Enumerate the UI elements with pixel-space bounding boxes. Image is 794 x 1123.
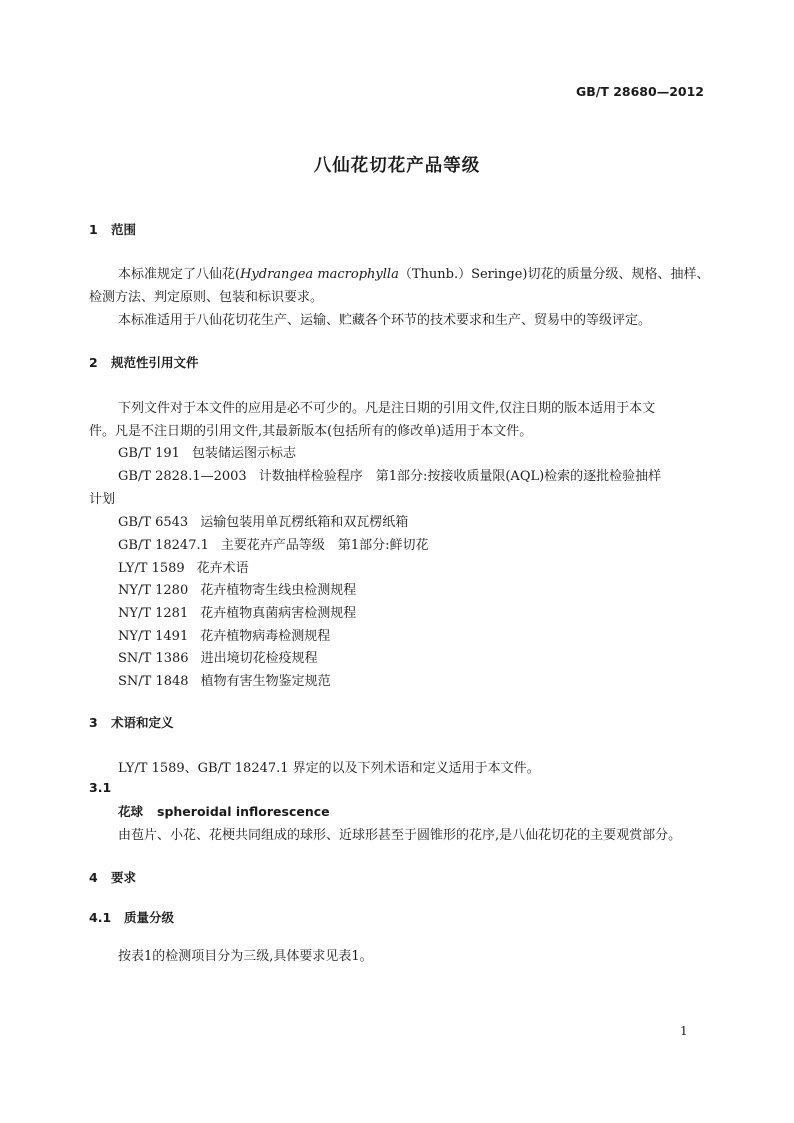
subsection-4-1-heading (89, 908, 174, 926)
section-4-heading (89, 868, 136, 886)
section-title: 范围 (111, 222, 137, 237)
section-1-heading (89, 220, 136, 238)
reference-title: 主要花卉产品等级 第1部分:鲜切花 (220, 538, 429, 553)
reference-item (118, 534, 429, 553)
reference-code: GB/T 2828.1—2003 (118, 469, 247, 484)
section-title: 要求 (111, 870, 137, 885)
normative-intro: 下列文件对于本文件的应用是必不可少的。凡是注日期的引用文件,仅注日期的版本适用于本文 (118, 401, 656, 416)
term-number: 3.1 (89, 780, 112, 795)
subsection-number: 4.1 (89, 910, 112, 925)
reference-code: NY/T 1280 (118, 583, 189, 598)
reference-title: 花卉植物寄生线虫检测规程 (200, 583, 357, 598)
reference-code: GB/T 191 (118, 446, 180, 461)
scope-paragraph-1-cont: 检测方法、判定原则、包装和标识要求。 (89, 290, 324, 305)
reference-code: SN/T 1386 (118, 651, 189, 666)
section-number: 1 (89, 222, 98, 237)
term-heading (118, 802, 330, 820)
section-3-heading (89, 713, 174, 731)
reference-code: NY/T 1491 (118, 629, 189, 644)
reference-code: SN/T 1848 (118, 674, 189, 689)
reference-code: LY/T 1589 (118, 561, 185, 576)
section-title: 术语和定义 (111, 715, 174, 730)
reference-item (118, 579, 356, 598)
terms-intro: LY/T 1589、GB/T 18247.1 界定的以及下列术语和定义适用于本文件。 (118, 761, 540, 776)
page-number: 1 (680, 1024, 688, 1038)
term-english: spheroidal inflorescence (157, 804, 330, 819)
reference-code: GB/T 18247.1 (118, 538, 209, 553)
section-title: 规范性引用文件 (111, 355, 199, 370)
subsection-title: 质量分级 (124, 910, 175, 925)
scope-paragraph-2: 本标准适用于八仙花切花生产、运输、贮藏各个环节的技术要求和生产、贸易中的等级评定。 (118, 313, 652, 328)
scope-paragraph-1 (118, 263, 710, 282)
reference-item (118, 557, 249, 576)
reference-code: GB/T 6543 (118, 515, 189, 530)
reference-item (118, 442, 296, 461)
latin-name: Hydrangea macrophylla (240, 267, 399, 282)
reference-item-cont: 计划 (89, 492, 116, 507)
reference-item (118, 670, 331, 689)
reference-title: 花卉植物真菌病害检测规程 (200, 606, 357, 621)
reference-title: 花卉植物病毒检测规程 (200, 629, 331, 644)
section-number: 4 (89, 870, 98, 885)
reference-item (118, 465, 661, 484)
term-definition: 由苞片、小花、花梗共同组成的球形、近球形甚至于圆锥形的花序,是八仙花切花的主要观赏部分。 (118, 828, 682, 843)
scope-text: （Thunb.）Seringe)切花的质量分级、规格、抽样、 (398, 267, 710, 282)
reference-code: NY/T 1281 (118, 606, 189, 621)
quality-grading-text: 按表1的检测项目分为三级,具体要求见表1。 (118, 949, 373, 964)
section-2-heading (89, 353, 199, 371)
document-code: GB/T 28680—2012 (575, 84, 704, 99)
page-title: 八仙花切花产品等级 (313, 156, 481, 176)
term-chinese: 花球 (118, 804, 144, 819)
reference-title: 计数抽样检验程序 第1部分:按接收质量限(AQL)检索的逐批检验抽样 (258, 469, 662, 484)
reference-item (118, 602, 356, 621)
normative-intro-cont: 件。凡是不注日期的引用文件,其最新版本(包括所有的修改单)适用于本文件。 (89, 424, 533, 439)
reference-title: 包装储运图示标志 (191, 446, 296, 461)
reference-item (118, 647, 318, 666)
section-number: 3 (89, 715, 98, 730)
reference-title: 植物有害生物鉴定规范 (200, 674, 331, 689)
section-number: 2 (89, 355, 98, 370)
reference-title: 运输包装用单瓦楞纸箱和双瓦楞纸箱 (200, 515, 409, 530)
reference-item (118, 625, 330, 644)
reference-title: 进出境切花检疫规程 (200, 651, 318, 666)
scope-text: 本标准规定了八仙花( (118, 267, 241, 282)
reference-item (118, 511, 408, 530)
reference-title: 花卉术语 (196, 561, 249, 576)
